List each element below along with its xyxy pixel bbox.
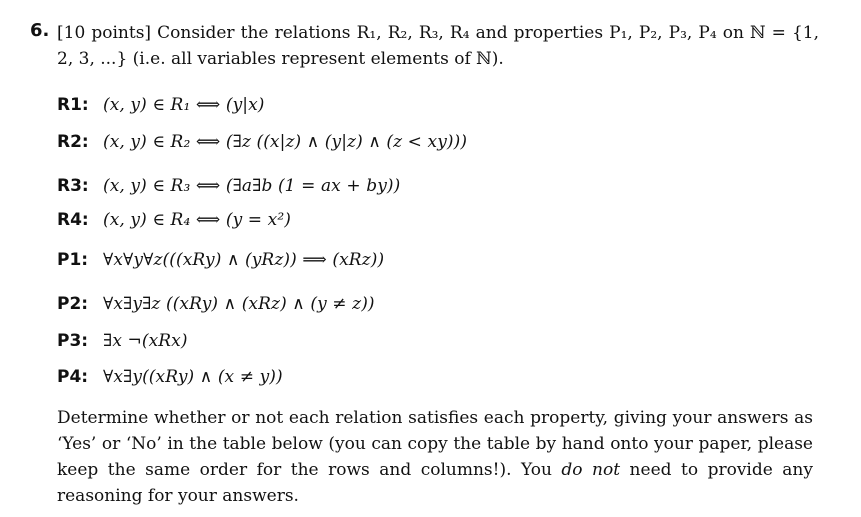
property-p3-formula: ∃x ¬(xRx) [103,331,188,351]
property-p4-formula: ∀x∃y((xRy) ∧ (x ≠ y)) [103,367,283,387]
property-p2-label: P2: [57,294,89,314]
property-p1-formula: ∀x∀y∀z(((xRy) ∧ (yRz)) ⟹ (xRz)) [103,250,385,270]
property-p1 [57,243,384,277]
relation-r4-formula: (x, y) ∈ R₄ ⟺ (y = x²) [103,210,291,230]
property-p1-label: P1: [57,250,89,270]
relation-r1-formula: (x, y) ∈ R₁ ⟺ (y|x) [103,95,265,115]
question-number: 6. [30,20,50,41]
relation-r3-formula: (x, y) ∈ R₃ ⟺ (∃a∃b (1 = ax + by)) [103,176,401,196]
relation-r4 [57,203,291,237]
property-p2-formula: ∀x∃y∃z ((xRy) ∧ (xRz) ∧ (y ≠ z)) [103,294,375,314]
relation-r3-label: R3: [57,176,89,196]
instructions-paragraph [57,405,813,509]
instructions-emphasis: do not [561,460,621,480]
relation-r1 [57,88,265,122]
property-p4-label: P4: [57,367,89,387]
property-p3 [57,324,188,358]
instructions-text-end: need to provide any reasoning for your answers. [57,460,813,506]
question-intro: [10 points] Consider the relations R₁, R₂, R₃, R₄ and properties P₁, P₂, P₃, P₄ on ℕ = {1, 2, 3, ...} (i.e. all variables represent elements of ℕ). [57,23,819,69]
relation-r2-label: R2: [57,132,89,152]
property-p3-label: P3: [57,331,89,351]
relation-r3 [57,169,400,203]
relation-r1-label: R1: [57,95,89,115]
property-p2 [57,287,375,321]
relation-r2 [57,125,467,159]
property-p4 [57,360,283,394]
instructions-text-start: Determine whether or not each relation satisfies each property, giving your answers as ‘Yes’ or ‘No’ in the table below (you can copy the table by hand onto your paper, please keep the same order for the rows and columns!). You [57,408,813,480]
relation-r4-label: R4: [57,210,89,230]
relation-r2-formula: (x, y) ∈ R₂ ⟺ (∃z ((x|z) ∧ (y|z) ∧ (z < xy))) [103,132,468,152]
